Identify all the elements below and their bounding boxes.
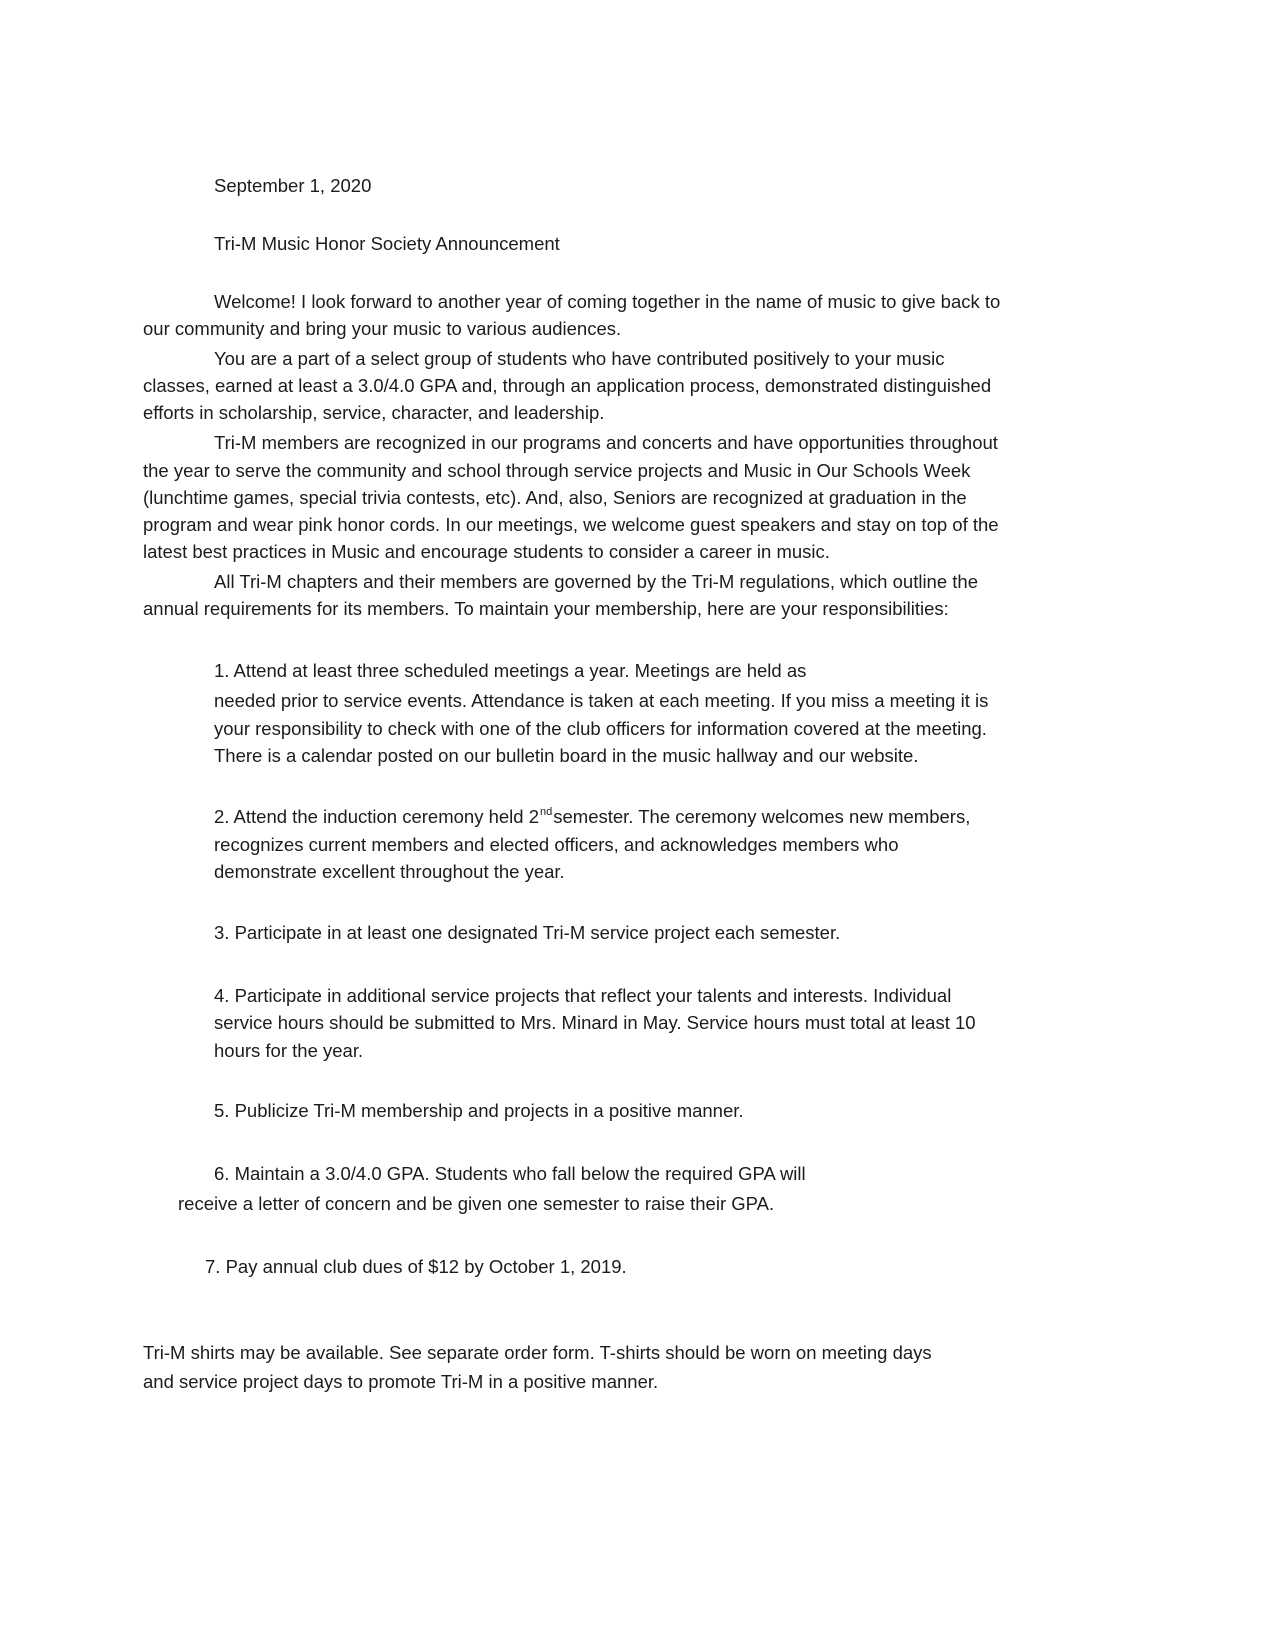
- paragraph-line: All Tri-M chapters and their members are governed by the Tri-M regulations, which outline the: [214, 571, 978, 592]
- responsibility-line: service hours should be submitted to Mrs. Minard in May. Service hours must total at least 10: [214, 1012, 976, 1033]
- closing-line: and service project days to promote Tri-M in a positive manner.: [143, 1371, 659, 1392]
- responsibility-line: [214, 806, 970, 831]
- paragraph-line: Welcome! I look forward to another year of coming together in the name of music to give back to: [214, 291, 1001, 312]
- responsibility-line: There is a calendar posted on our bulletin board in the music hallway and our website.: [214, 745, 919, 766]
- paragraph-line: classes, earned at least a 3.0/4.0 GPA and, through an application process, demonstrated distinguished: [143, 375, 992, 396]
- paragraph-line: our community and bring your music to various audiences.: [143, 318, 622, 339]
- responsibility-line: receive a letter of concern and be given one semester to raise their GPA.: [178, 1193, 775, 1214]
- responsibility-line: 7. Pay annual club dues of $12 by October 1, 2019.: [205, 1256, 627, 1277]
- responsibility-line: 5. Publicize Tri-M membership and projects in a positive manner.: [214, 1100, 744, 1121]
- paragraph-line: (lunchtime games, special trivia contests, etc). And, also, Seniors are recognized at graduation in the: [143, 487, 967, 508]
- responsibility-line: recognizes current members and elected officers, and acknowledges members who: [214, 834, 899, 855]
- responsibility-line: demonstrate excellent throughout the year.: [214, 861, 565, 882]
- paragraph-line: Tri-M members are recognized in our programs and concerts and have opportunities throughout: [214, 432, 998, 453]
- responsibility-text: 2. Attend the induction ceremony held 2: [214, 806, 539, 827]
- responsibility-line: your responsibility to check with one of the club officers for information covered at the meeting.: [214, 718, 987, 739]
- responsibility-text: semester. The ceremony welcomes new members,: [553, 806, 971, 827]
- closing-line: Tri-M shirts may be available. See separate order form. T-shirts should be worn on meeting days: [143, 1342, 932, 1363]
- paragraph-line: efforts in scholarship, service, character, and leadership.: [143, 402, 605, 423]
- responsibility-line: 6. Maintain a 3.0/4.0 GPA. Students who fall below the required GPA will: [214, 1163, 806, 1184]
- paragraph-line: latest best practices in Music and encourage students to consider a career in music.: [143, 541, 830, 562]
- responsibility-line: 3. Participate in at least one designated Tri-M service project each semester.: [214, 922, 841, 943]
- responsibility-line: 1. Attend at least three scheduled meetings a year. Meetings are held as: [214, 660, 807, 681]
- letter-title: Tri-M Music Honor Society Announcement: [214, 233, 560, 254]
- paragraph-line: the year to serve the community and school through service projects and Music in Our Schools Week: [143, 460, 971, 481]
- paragraph-line: annual requirements for its members. To maintain your membership, here are your responsibilities:: [143, 598, 949, 619]
- responsibility-line: hours for the year.: [214, 1040, 364, 1061]
- paragraph-line: program and wear pink honor cords. In our meetings, we welcome guest speakers and stay on top of the: [143, 514, 999, 535]
- responsibility-line: 4. Participate in additional service projects that reflect your talents and interests. Individual: [214, 985, 952, 1006]
- letter-date: September 1, 2020: [214, 175, 372, 196]
- responsibility-line: needed prior to service events. Attendance is taken at each meeting. If you miss a meeting it is: [214, 690, 989, 711]
- ordinal-superscript: nd: [540, 806, 553, 818]
- paragraph-line: You are a part of a select group of students who have contributed positively to your music: [214, 348, 945, 369]
